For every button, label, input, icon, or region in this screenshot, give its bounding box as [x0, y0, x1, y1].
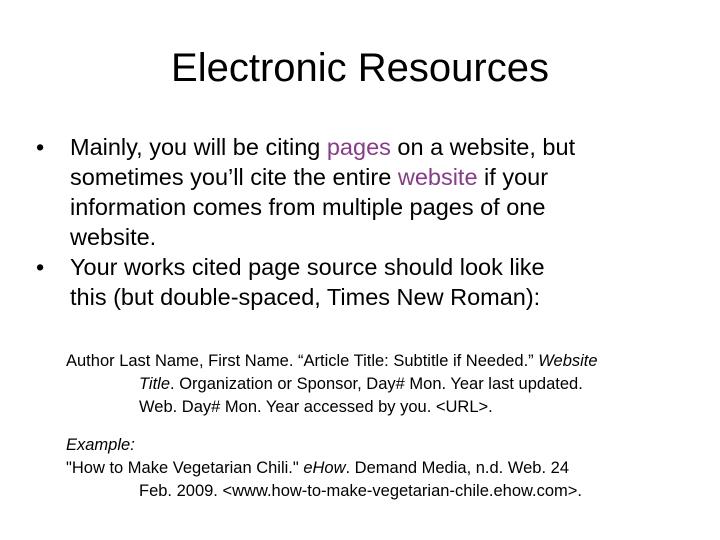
example-line: [66, 457, 696, 480]
highlight-website: website: [397, 164, 478, 190]
example-text: "How to Make Vegetarian Chili.": [66, 459, 304, 477]
bullet-list: [36, 132, 696, 312]
bullet-line: [70, 162, 696, 192]
citation-example: [66, 434, 696, 503]
bullet-item-electronic-pages: [36, 132, 696, 252]
example-line: Feb. 2009. <www.how-to-make-vegetarian-chile.ehow.com>.: [139, 482, 582, 500]
example-source-italic: eHow: [303, 459, 346, 477]
bullet-marker: •: [36, 254, 45, 280]
citation-title-italic: Title: [139, 375, 171, 393]
bullet-text: Mainly, you will be citing: [70, 134, 327, 160]
citation-line: Web. Day# Mon. Year accessed by you. <URL>.: [139, 398, 493, 416]
bullet-item-works-cited: [36, 252, 696, 312]
citation-text: Author Last Name, First Name. “Article Title: Subtitle if Needed.”: [66, 352, 539, 370]
example-text: . Demand Media, n.d. Web. 24: [345, 459, 569, 477]
citation-line: [66, 373, 696, 396]
bullet-line: Your works cited page source should look like: [70, 254, 545, 280]
highlight-pages: pages: [326, 134, 391, 160]
bullet-text: if your: [477, 164, 549, 190]
example-label: Example:: [66, 436, 135, 454]
citation-text: . Organization or Sponsor, Day# Mon. Year last updated.: [170, 375, 583, 393]
bullet-line: [70, 132, 696, 162]
bullet-text: on a website, but: [390, 134, 576, 160]
bullet-line: website.: [70, 224, 157, 250]
bullet-marker: •: [36, 134, 45, 160]
bullet-line: information comes from multiple pages of one: [70, 194, 546, 220]
bullet-line: this (but double-spaced, Times New Roman):: [70, 284, 541, 310]
slide-title: Electronic Resources: [171, 46, 549, 90]
bullet-text: sometimes you’ll cite the entire: [70, 164, 398, 190]
citation-line: [66, 350, 696, 373]
citation-format-template: [66, 350, 696, 419]
citation-website-italic: Website: [538, 352, 598, 370]
